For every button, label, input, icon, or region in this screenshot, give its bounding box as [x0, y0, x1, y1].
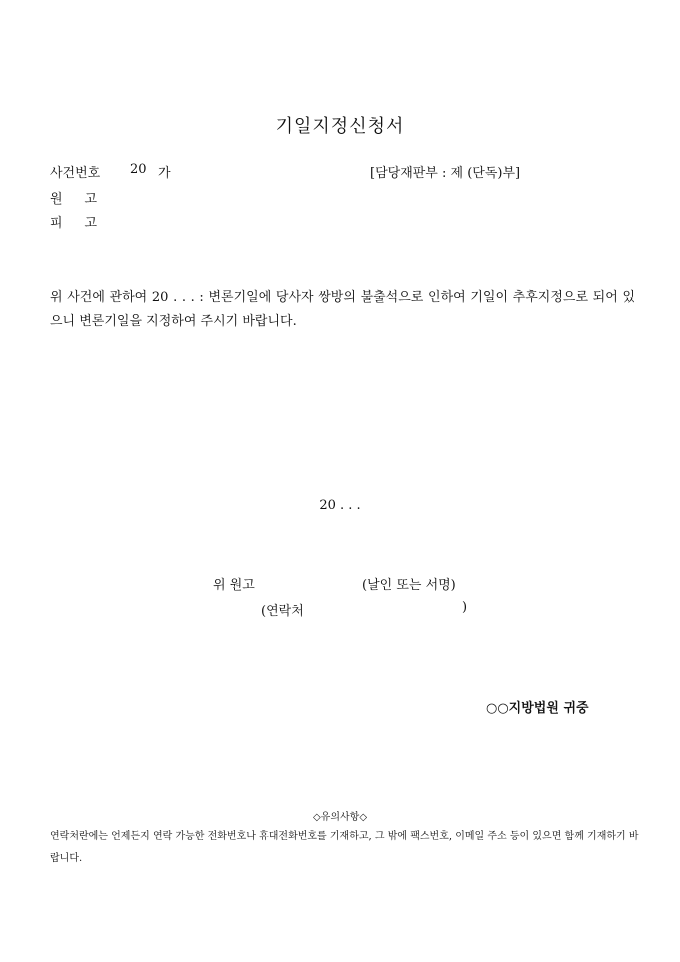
case-number-label: 사건번호 — [50, 166, 101, 181]
notice-text: 연락처란에는 언제든지 연락 가능한 전화번호나 휴대전화번호를 기재하고, 그 밖에 팩스번호, 이메일 주소 등이 있으면 함께 기재하기 바랍니다. — [50, 831, 639, 864]
applicant-label: 위 원고 — [213, 578, 255, 593]
case-year-prefix: 20 — [130, 162, 147, 177]
court-addressee: ○○지방법원 귀중 — [486, 701, 589, 716]
request-body-text: 위 사건에 관하여 20 . . . : 변론기일에 당사자 쌍방의 불출석으로 인하여 기일이 추후지정으로 되어 있으니 변론기일을 지정하여 주시기 바랍니다. — [50, 290, 635, 329]
defendant-label: 피고 — [50, 216, 120, 231]
document-title: 기일지정신청서 — [275, 116, 405, 137]
seal-or-signature-note: (날인 또는 서명) — [362, 578, 456, 593]
division-field: [담당재판부 : 제 (단독)부] — [370, 166, 521, 181]
plaintiff-label: 원고 — [50, 192, 120, 207]
notice-title: ◇유의사항◇ — [312, 812, 368, 823]
contact-close-paren: ) — [462, 600, 468, 615]
contact-label: (연락처 — [261, 604, 304, 619]
date-line: 20 . . . — [319, 498, 361, 513]
case-type-suffix: 가 — [158, 166, 171, 181]
